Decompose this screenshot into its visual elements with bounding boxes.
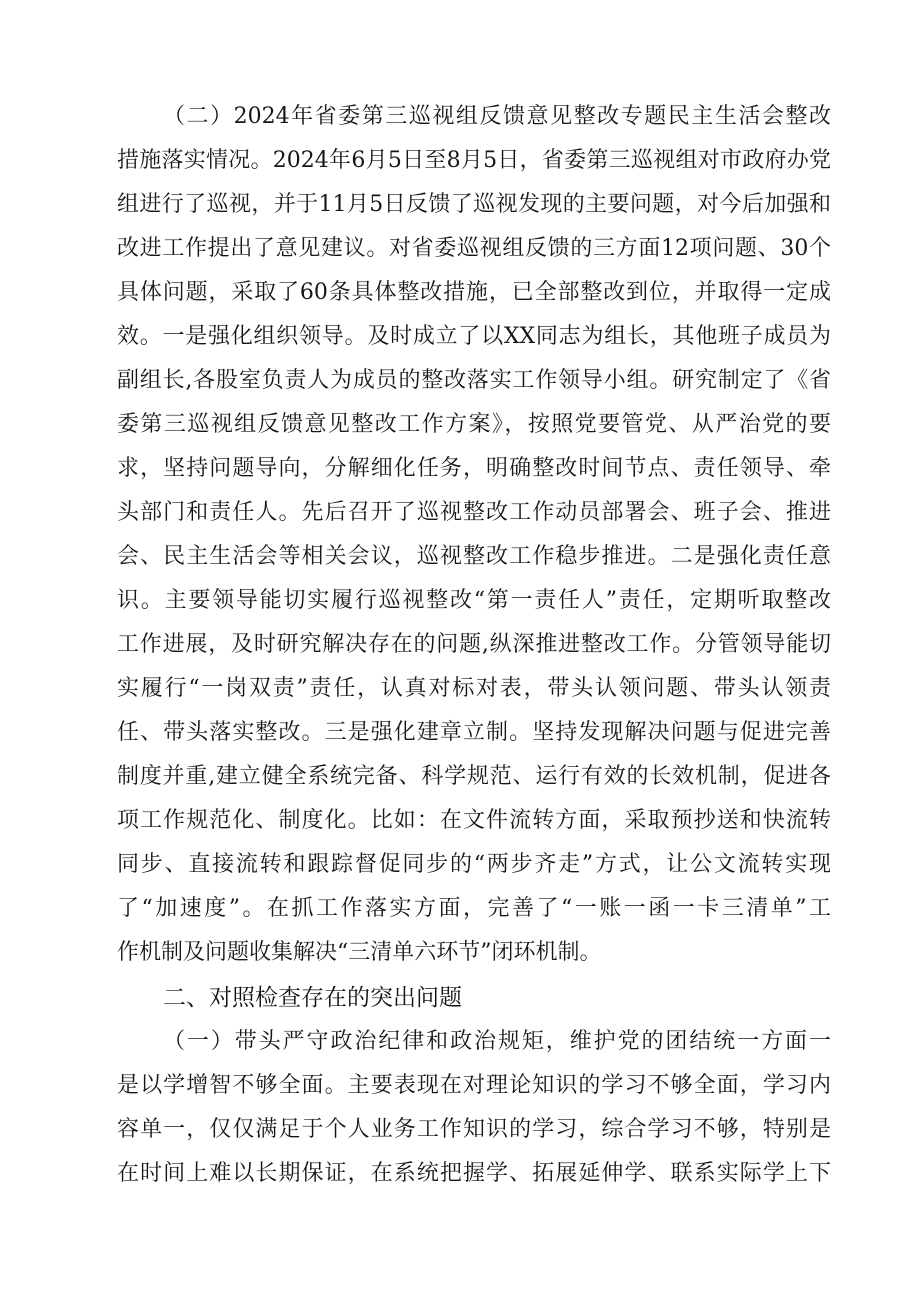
paragraph-line: （二）2024年省委第三巡视组反馈意见整改专题民主生活会整改	[163, 104, 831, 129]
paragraph-line: 求，坚持问题导向，分解细化任务，明确整改时间节点、责任领导、牵	[117, 456, 831, 481]
paragraph-line: 在时间上难以长期保证，在系统把握学、拓展延伸学、联系实际学上下	[117, 1161, 831, 1186]
paragraph-line: 任、带头落实整改。三是强化建章立制。坚持发现解决问题与促进完善	[117, 720, 831, 745]
paragraph-line: 容单一，仅仅满足于个人业务工作知识的学习，综合学习不够，特别是	[117, 1117, 831, 1142]
paragraph-line: 会、民主生活会等相关会议，巡视整改工作稳步推进。二是强化责任意	[117, 544, 831, 569]
paragraph-line: 措施落实情况。2024年6月5日至8月5日，省委第三巡视组对市政府办党	[117, 148, 831, 173]
paragraph-line: 改进工作提出了意见建议。对省委巡视组反馈的三方面12项问题、30个	[117, 236, 831, 261]
paragraph-line: 制度并重,建立健全系统完备、科学规范、运行有效的长效机制，促进各	[117, 764, 831, 789]
paragraph-line: 实履行“一岗双责”责任，认真对标对表，带头认领问题、带头认领责	[117, 676, 831, 701]
paragraph-line: （一）带头严守政治纪律和政治规矩，维护党的团结统一方面一	[163, 1029, 831, 1054]
paragraph-line: 组进行了巡视，并于11月5日反馈了巡视发现的主要问题，对今后加强和	[117, 192, 831, 217]
paragraph-line: 项工作规范化、制度化。比如：在文件流转方面，采取预抄送和快流转	[117, 808, 831, 833]
paragraph-line: 具体问题，采取了60条具体整改措施，已全部整改到位，并取得一定成	[117, 280, 831, 305]
paragraph-line: 同步、直接流转和跟踪督促同步的“两步齐走”方式，让公文流转实现	[117, 852, 831, 877]
paragraph-line: 工作进展，及时研究解决存在的问题,纵深推进整改工作。分管领导能切	[117, 632, 831, 657]
paragraph-line: 了“加速度”。在抓工作落实方面，完善了“一账一函一卡三清单”工	[117, 896, 831, 921]
paragraph-line: 副组长,各股室负责人为成员的整改落实工作领导小组。研究制定了《省	[117, 368, 831, 393]
paragraph-line: 作机制及问题收集解决“三清单六环节”闭环机制。	[117, 940, 602, 965]
paragraph-line: 识。主要领导能切实履行巡视整改“第一责任人”责任，定期听取整改	[117, 588, 831, 613]
paragraph-line: 头部门和责任人。先后召开了巡视整改工作动员部署会、班子会、推进	[117, 500, 831, 525]
paragraph-line: 委第三巡视组反馈意见整改工作方案》，按照党要管党、从严治党的要	[117, 412, 831, 437]
paragraph-line: 效。一是强化组织领导。及时成立了以XX同志为组长，其他班子成员为	[117, 324, 831, 349]
paragraph-line: 是以学增智不够全面。主要表现在对理论知识的学习不够全面，学习内	[117, 1073, 831, 1098]
section-heading: 二、对照检查存在的突出问题	[163, 985, 462, 1011]
